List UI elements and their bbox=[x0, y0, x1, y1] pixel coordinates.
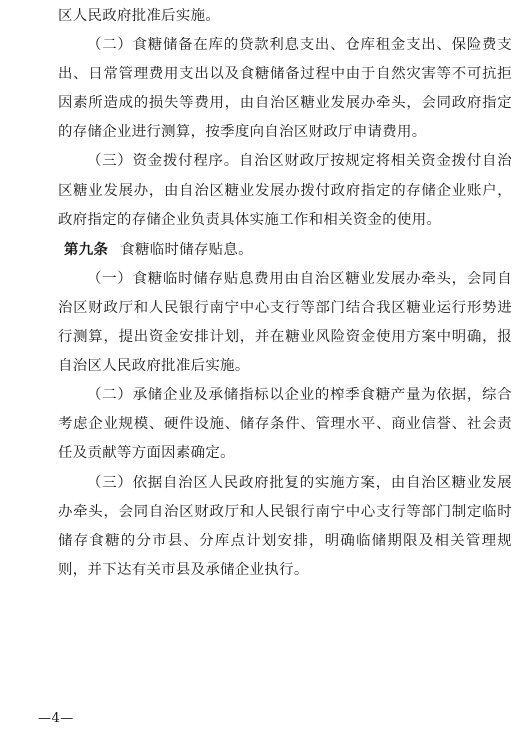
paragraph-item-2: （二）食糖储备在库的贷款利息支出、仓库租金支出、保险费支出、日常管理费用支出以及食糖储备过程中由于自然灾害等不可抗拒因素所造成的损失等费用，由自治区糖业发展办牵头，会同政府指定的存储企业进行测算，按季度向自治区财政厅申请费用。 bbox=[58, 37, 512, 141]
article-number: 第九条 bbox=[64, 240, 109, 258]
paragraph-item-3: （三）资金拨付程序。自治区财政厅按规定将相关资金拨付自治区糖业发展办，由自治区糖业发展办拨付政府指定的存储企业账户，政府指定的存储企业负责具体实施工作和相关资金的使用。 bbox=[58, 153, 512, 228]
article-nine-paragraph-3: （三）依据自治区人民政府批复的实施方案，由自治区糖业发展办牵头，会同自治区财政厅和人民银行南宁中心支行等部门制定临时储存食糖的分市县、分库点计划安排，明确临储期限及相关管理规则，并下达有关市县及承储企业执行。 bbox=[58, 474, 512, 578]
page-number: —4— bbox=[38, 711, 74, 726]
article-title: 食糖临时储存贴息。 bbox=[120, 241, 253, 258]
article-nine-paragraph-2: （二）承储企业及承储指标以企业的榨季食糖产量为依据，综合考虑企业规模、硬件设施、储存条件、管理水平、商业信誉、社会责任及贡献等方面因素确定。 bbox=[58, 387, 512, 462]
article-nine-heading bbox=[58, 235, 512, 265]
article-nine-paragraph-1: （一）食糖临时储存贴息费用由自治区糖业发展办牵头，会同自治区财政厅和人民银行南宁中心支行等部门结合我区糖业运行形势进行测算，提出资金安排计划，并在糖业风险资金使用方案中明确，报自治区人民政府批准后实施。 bbox=[58, 270, 512, 375]
paragraph-continuation: 区人民政府批准后实施。 bbox=[58, 8, 221, 24]
document-body bbox=[58, 2, 512, 585]
